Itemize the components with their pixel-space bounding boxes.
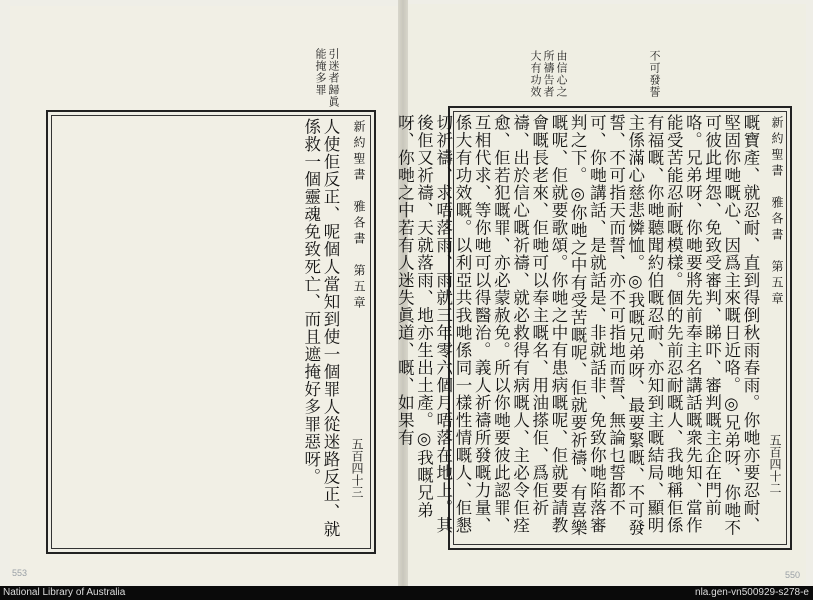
right-body-text: 嘅寶產、就忍耐、直到得倒秋雨春雨。你哋亦要忍耐、堅固你哋嘅心、因爲主來嘅日近咯。◎兄弟呀、你哋不可彼此埋怨、免致受審判、睇吓、審判嘅主企在門前咯。兄弟呀、你哋要將先前奉主名講話嘅衆先知、當作能受苦能忍耐嘅模樣。個的先前忍耐嘅人、我哋稱佢係有福嘅、你哋聽聞約伯嘅忍耐、亦知到主嘅結局、顯明主係滿心慈悲憐恤。◎我嘅兄弟呀、最要緊嘅、不可發誓、不可指天而誓、亦不可指地而誓、無論乜誓都不可、你哋講話、是就話是、非就話非、免致你哋陷落審判之下。◎你哋之中有受苦嘅呢、佢就要祈禱、有喜樂嘅呢、佢就要歌頌。你哋之中有患病嘅呢、佢就要請教會嘅長老來、佢哋可以奉主嘅名、用油搽佢、爲佢祈禱、出於信心嘅祈禱、就必救得有病嘅人、主必令佢痊愈、佢若犯嘅罪、亦必蒙赦免。所以你哋要彼此認罪、互相代求、等你哋可以得醫治。義人祈禱所發嘅力量、係大有功效嘅。以利亞共我哋係同一樣性情嘅人、佢懇切祈禱、求唔落雨、雨就三年零六個月唔落在地上。其後佢又祈禱、天就落雨、地亦生出土產。◎我嘅兄弟呀、你哋之中若有人迷失眞道、嘅、如果有 (395, 114, 760, 537)
margin-note-oath: 不可發誓 (648, 50, 661, 98)
right-page (395, 4, 806, 584)
right-corner-mark: 550 (784, 570, 800, 580)
left-body-text: 人使佢反正、呢個人當知到使一個罪人從迷路反正、就係救一個靈魂免致死亡、而且遮掩好多罪惡呀。 (301, 118, 340, 538)
left-page (10, 6, 398, 584)
viewer-footer (0, 586, 813, 600)
right-text-frame (395, 106, 792, 550)
margin-note-prayer: 由信心之所禱告者大有功效 (529, 50, 568, 98)
left-running-header: 新約聖書 雅各書 第五章 (352, 120, 366, 312)
margin-note-left: 引迷者歸眞能掩多罪 (314, 48, 340, 108)
right-running-header: 新約聖書 雅各書 第五章 (770, 116, 784, 308)
right-page-number: 五百四十二 (768, 434, 782, 494)
left-page-number: 五百四十三 (350, 438, 364, 498)
footer-item-id: nla.gen-vn500929-s278-e (695, 587, 809, 598)
left-text-frame (46, 110, 376, 554)
left-corner-mark: 553 (12, 568, 28, 578)
footer-library-name: National Library of Australia (3, 587, 126, 598)
